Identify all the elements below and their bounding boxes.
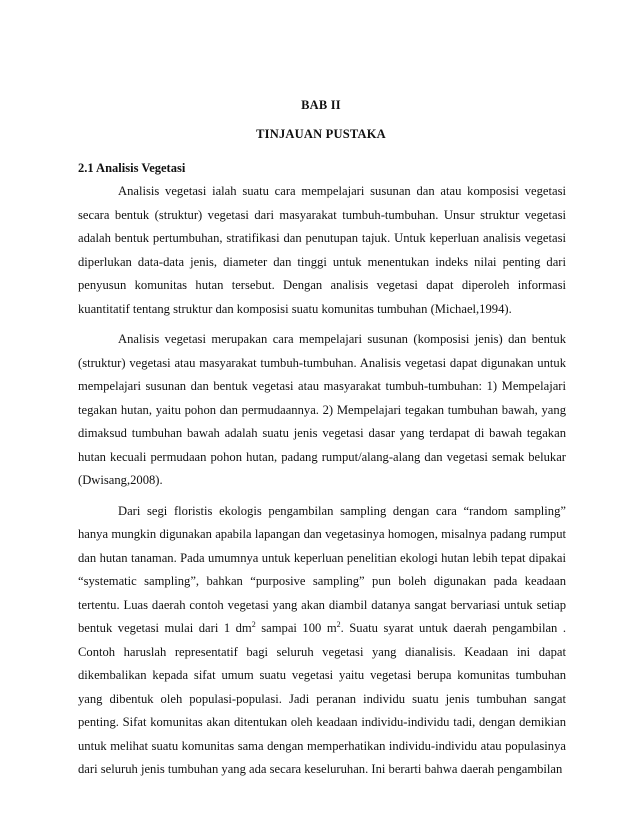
section-heading: 2.1 Analisis Vegetasi: [78, 161, 186, 175]
paragraph-1: Analisis vegetasi ialah suatu cara mempelajari susunan dan atau komposisi vegetasi secara bentuk (struktur) vegetasi dari masyarakat tumbuh-tumbuhan. Unsur struktur vegetasi adalah bentuk pertumbuhan, stratifikasi dan penutupan tajuk. Untuk keperluan analisis vegetasi diperlukan data-data jenis, diameter dan tinggi untuk menentukan indeks nilai penting dari penyusun komunitas hutan tersebut. Dengan analisis vegetasi dapat diperoleh informasi kuantitatif tentang struktur dan komposisi suatu komunitas tumbuhan (Michael,1994).: [78, 184, 566, 316]
body-text: [78, 180, 566, 789]
paragraph-3-part-3: . Suatu syarat untuk daerah pengambilan . Contoh haruslah representatif bagi seluruh vegetasi yang dianalisis. Keadaan ini dapat dikembalikan kepada sifat umum suatu vegetasi yaitu vegetasi berupa komunitas tumbuhan yang dibentuk oleh populasi-populasi. Jadi peranan individu suatu jenis tumbuhan sangat penting. Sifat komunitas akan ditentukan oleh keadaan individu-individu tadi, dengan demikian untuk melihat suatu komunitas sama dengan memperhatikan individu-individu atau populasinya dari seluruh jenis tumbuhan yang ada secara keseluruhan. Ini berarti bahwa daerah pengambilan: [78, 621, 567, 776]
paragraph-3-part-1: Dari segi floristis ekologis pengambilan sampling dengan cara “random sampling” hanya mungkin digunakan apabila lapangan dan vegetasinya homogen, misalnya padang rumput dan hutan tanaman. Pada umumnya untuk keperluan penelitian ekologi hutan lebih tepat dipakai “systematic sampling”, bahkan “purposive sampling” pun boleh digunakan pada keadaan tertentu. Luas daerah contoh vegetasi yang akan diambil datanya sangat bervariasi untuk setiap bentuk vegetasi mulai dari 1 dm: [78, 503, 566, 635]
chapter-number: BAB II: [301, 98, 341, 112]
paragraph-2: Analisis vegetasi merupakan cara mempelajari susunan (komposisi jenis) dan bentuk (struktur) vegetasi atau masyarakat tumbuh-tumbuhan. Analisis vegetasi dapat digunakan untuk mempelajari susunan dan bentuk vegetasi atau masyarakat tumbuh-tumbuhan: 1) Mempelajari tegakan hutan, yaitu pohon dan permudaannya. 2) Mempelajari tegakan tumbuhan bawah, yang dimaksud tumbuhan bawah adalah suatu jenis vegetasi dasar yang terdapat di bawah tegakan hutan kecuali permudaan pohon hutan, padang rumput/alang-alang dan vegetasi semak belukar (Dwisang,2008).: [78, 332, 566, 487]
superscript-squared: 2: [251, 619, 256, 629]
superscript-squared: 2: [336, 619, 341, 629]
paragraph-3: [78, 500, 566, 782]
paragraph-3-part-2: sampai 100 m: [255, 621, 337, 635]
chapter-title: TINJAUAN PUSTAKA: [256, 127, 386, 141]
